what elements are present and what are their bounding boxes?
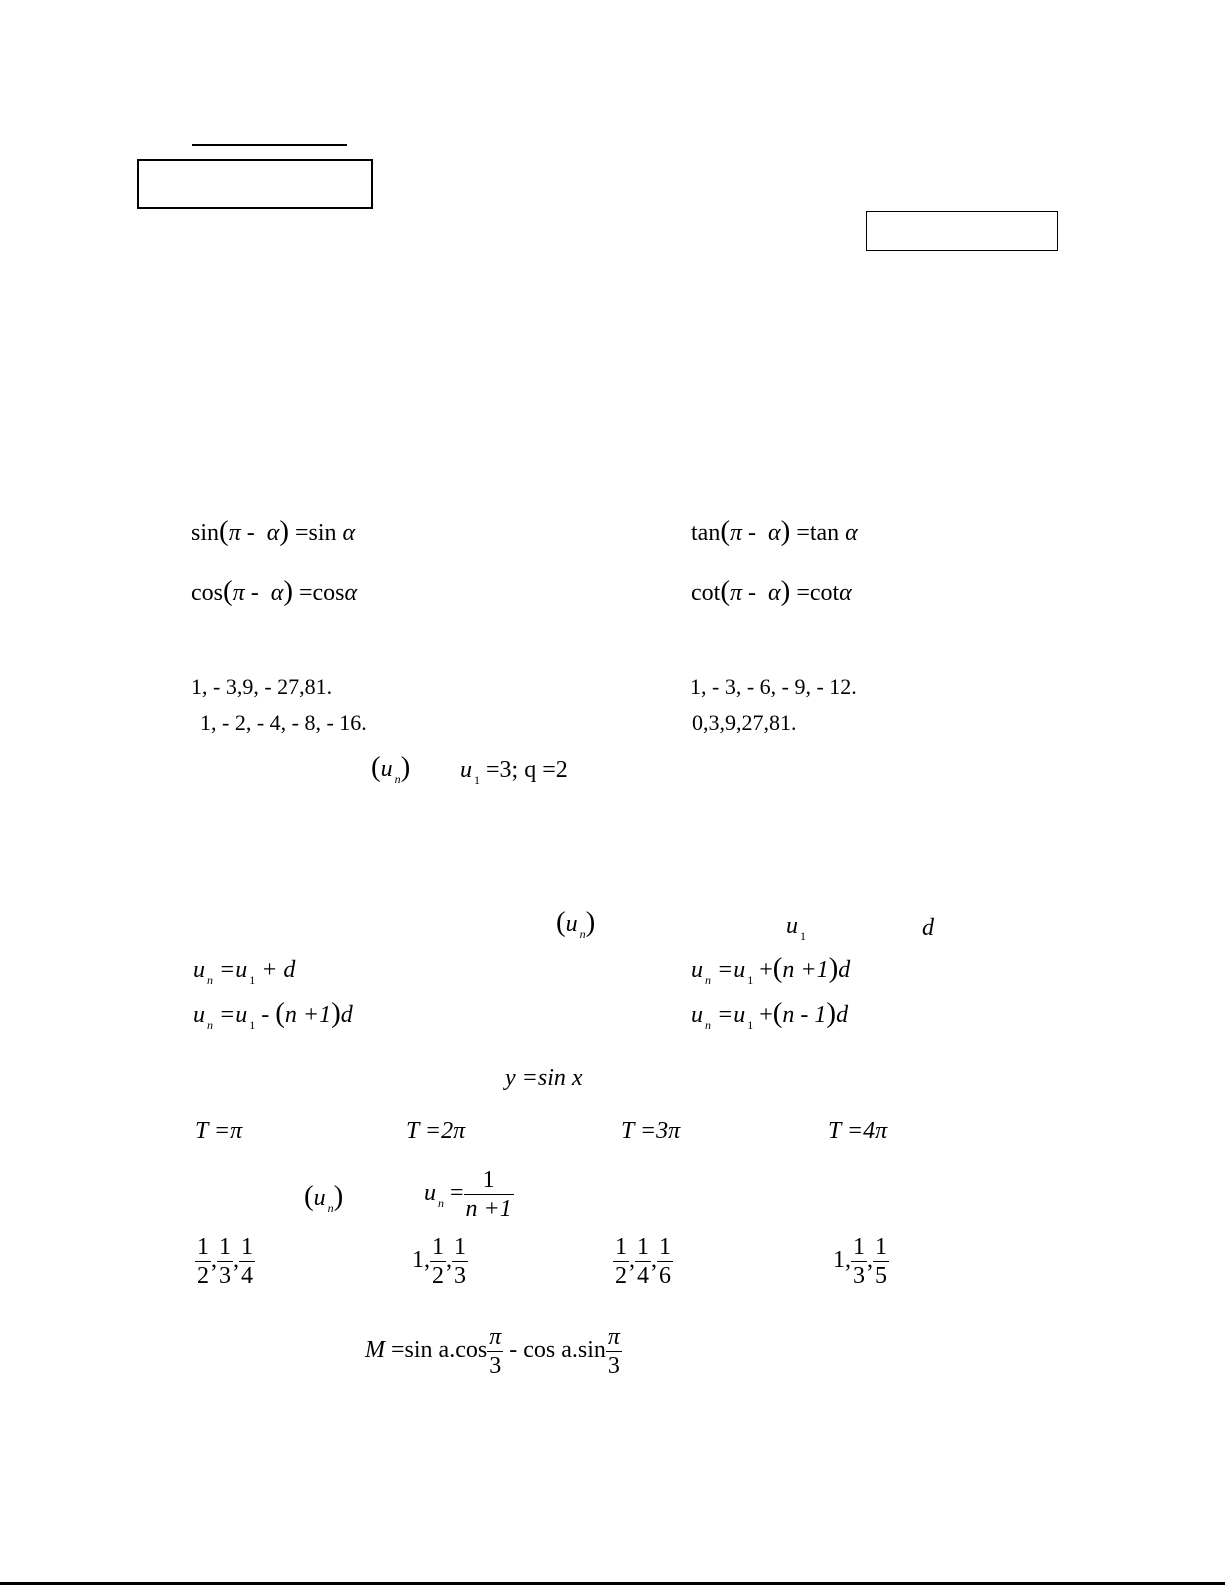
arithmetic-option-a: u $_n$ =u $_1$ + d: [193, 957, 296, 987]
sequence-option-d: 0,3,9,27,81.: [692, 710, 797, 735]
period-option-b: T =2π: [406, 1118, 466, 1144]
arithmetic-common-difference: d: [922, 915, 934, 941]
header-box-right: [866, 211, 1058, 251]
arithmetic-option-c: u $_n$ =u $_1$ - (n +1)d: [193, 997, 353, 1032]
formula-cos-identity: cos(π - α) =cosα: [191, 575, 358, 607]
geometric-conditions: u $_1$ =3; q =2: [460, 757, 568, 787]
formula-tan-identity: tan(π - α) =tan α: [691, 515, 858, 547]
arithmetic-option-b: u $_n$ =u $_1$ +(n +1)d: [691, 952, 851, 987]
fraction-option-a: $\frac{1}{2}$ , $\frac{1}{3}$ , $\frac{1}{4}$: [197, 1234, 253, 1289]
period-option-d: T =4π: [828, 1118, 888, 1144]
title-underline: [192, 144, 347, 146]
sequence-option-c: 1, - 2, - 4, - 8, - 16.: [200, 710, 367, 735]
geometric-sequence-symbol: (u $_n$): [371, 751, 411, 786]
period-function: y =sin x: [505, 1065, 583, 1091]
fraction-option-d: 1, $\frac{1}{3}$ , $\frac{1}{5}$: [833, 1234, 887, 1289]
sequence-def-symbol: (u $_n$): [304, 1180, 344, 1215]
arithmetic-first-term: u $_1$: [786, 913, 806, 943]
arithmetic-sequence-symbol: (u $_n$): [556, 906, 596, 941]
sequence-option-a: 1, - 3,9, - 27,81.: [191, 674, 333, 699]
arithmetic-option-d: u $_n$ =u $_1$ +(n - 1)d: [691, 997, 849, 1032]
expression-m: M =sin a.cos $\frac{\pi}{3}$ - cos a.sin $\frac{\pi}{3}$: [365, 1324, 620, 1379]
header-box-left: [137, 159, 373, 209]
fraction-option-b: 1, $\frac{1}{2}$ , $\frac{1}{3}$: [412, 1234, 466, 1289]
period-option-c: T =3π: [621, 1118, 681, 1144]
sequence-option-b: 1, - 3, - 6, - 9, - 12.: [690, 674, 857, 699]
formula-cot-identity: cot(π - α) =cotα: [691, 575, 852, 607]
period-option-a: T =π: [195, 1118, 243, 1144]
fraction-option-c: $\frac{1}{2}$ , $\frac{1}{4}$ , $\frac{1}{6}$: [615, 1234, 671, 1289]
sequence-def-formula: u $_n$ = $\frac{1}{n +1}$: [424, 1167, 512, 1222]
formula-sin-identity: sin(π - α) =sin α: [191, 515, 356, 547]
